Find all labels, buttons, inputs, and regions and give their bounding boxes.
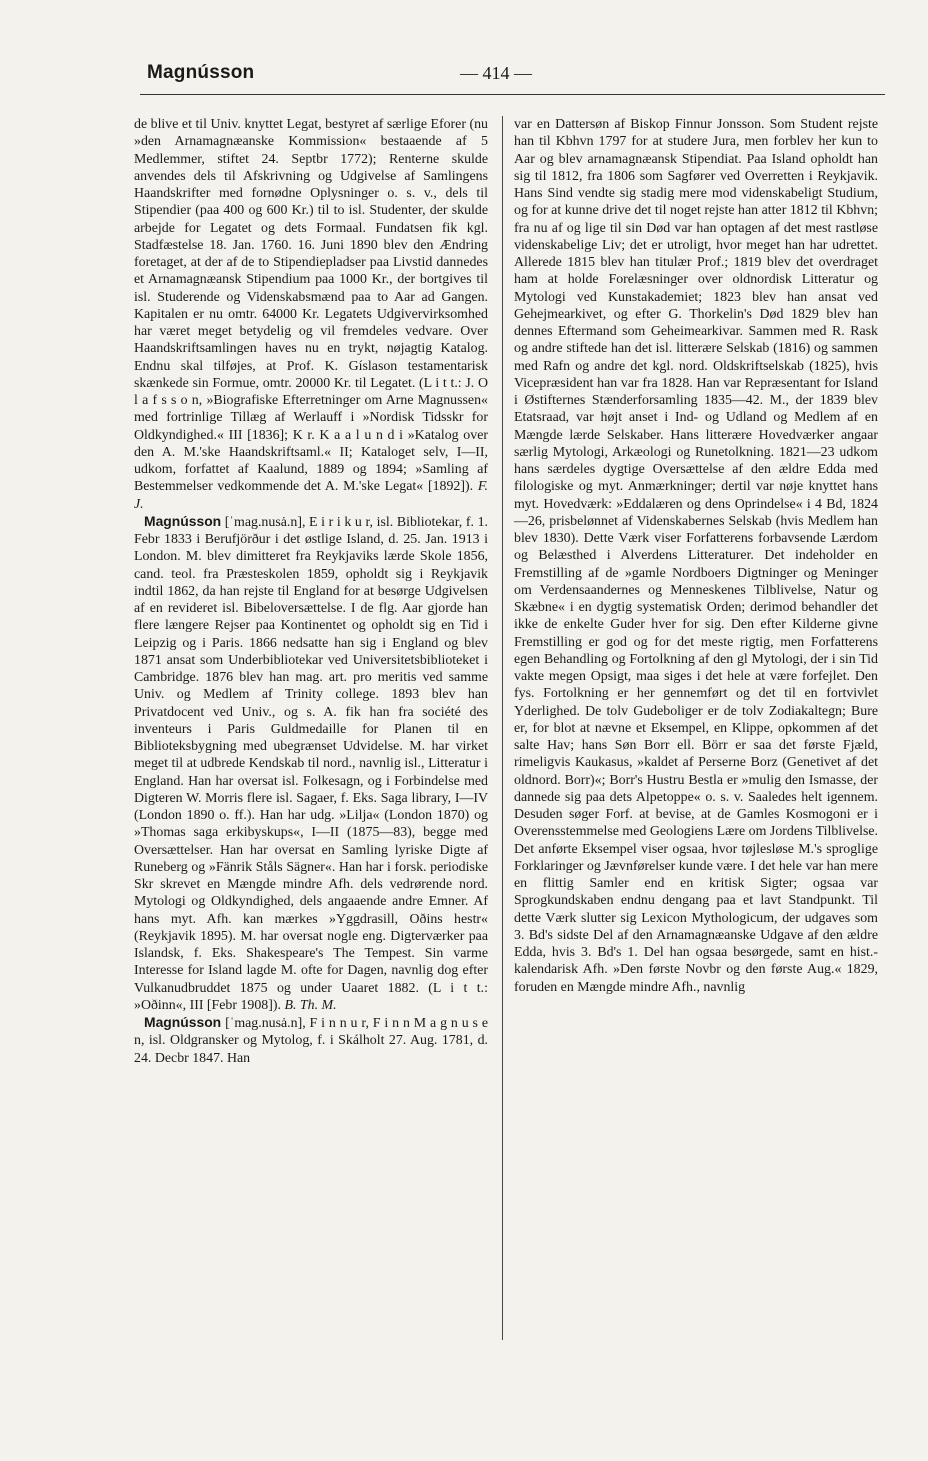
continuation-signature: F. J. bbox=[134, 479, 488, 512]
header-rule bbox=[140, 94, 885, 95]
entry-finnur-magnusson bbox=[134, 1014, 488, 1067]
running-headword: Magnússon bbox=[147, 62, 255, 83]
continuation-text: de blive et til Univ. knyttet Legat, bestyret af særlige Eforer (nu »den Arnamagnæanske Kommission« bestaaende af 5 Medlemmer, stiftet 24. Septbr 1772); Renterne skulde anvendes dels til Afskrivning og Udgivelse af Samlingens Haandskrifter med fornødne Oplysninger o. s. v., dels til Stipendier (paa 400 og 600 Kr.) til to isl. Studenter, der skulde arbejde for Legatet og dets Formaal. Fundatsen fik kgl. Stadfæstelse 18. Jan. 1760. 16. Juni 1890 blev den Ændring foretaget, at der af de to Stipendiepladser paa Livstid dannedes et Arnamagnæansk Stipendium paa 1000 Kr., der bortgives til isl. Studerende og Videnskabsmænd paa to Aar ad Gangen. Kapitalen er nu omtr. 64000 Kr. Legatets Udgivervirksomhed har været meget betydelig og vil fremdeles vedvare. Over Haandskriftsamlingen haves nu en trykt, nøjagtig Katalog. Endnu skal tilføjes, at Prof. K. Gíslason testamentarisk skænkede sin Formue, omtr. 20000 Kr. til Legatet. (L i t t.: J. O l a f s s o n, »Biografiske Efterretninger om Arne Magnussen« med fortrinlige Tillæg af Werlauff i »Nordisk Tidsskr for Oldkyndighed.« III [1836]; K r. K a a l u n d i »Katalog over den A. M.'ske Haandskriftsaml.« II; Kataloget selv, I—II, udkom, forfattet af Kaalund, 1889 og 1894; »Samling af Bestemmelser vedkommende det A. M.'ske Legat« [1892]). bbox=[134, 117, 488, 495]
entry-body: [ˈmag.nusȧ.n], E i r i k u r, isl. Bibliotekar, f. 1. Febr 1833 i Berufjörður i det østlige Island, d. 25. Jan. 1913 i London. M. blev dimitteret fra Reykjaviks lærde Skole 1856, cand. teol. fra Præsteskolen 1859, opholdt sig i Reykjavik indtil 1862, da han rejste til England for at besørge Udgivelsen af en revideret isl. Bibeloversættelse. I de flg. Aar gjorde han flere længere Rejser paa Kontinentet og opholdt sig en Tid i Leipzig og i Paris. 1866 nedsatte han sig i England og blev 1871 ansat som Underbibliotekar ved Universitetsbiblioteket i Cambridge. 1876 blev han mag. art. pro meritis ved samme Univ. og Medlem af Trinity college. 1893 blev han Privatdocent ved Univ., og s. A. fik han fra société des inventeurs i Paris Guldmedaille for Planen til en Biblioteksbygning med ubegrænset Udvidelse. M. har virket meget til at udbrede Kendskab til nord., navnlig isl., Litteratur i England. Han har oversat isl. Folkesagn, og i Forbindelse med Digteren W. Morris flere isl. Sagaer, f. Eks. Saga library, I—IV (London 1890 o. ff.). Han har udg. »Lilja« (London 1870) og »Thomas saga erkibyskups«, I—II (1875—83), begge med Oversættelser. Han har oversat en Samling lyriske Digte af Runeberg og »Fänrik Ståls Sägner«. Han har i forsk. periodiske Skr skrevet en Mængde mindre Afh. dels vedrørende nord. Mytologi og Oldkyndighed, dels angaaende andre Emner. Af hans myt. Afh. kan mærkes »Yggdrasill, Oðins hestr« (Reykjavik 1895). M. har oversat nogle eng. Digterværker paa Islandsk, f. Eks. Shakespeare's The Tempest. Sin varme Interesse for Island lagde M. ofte for Dagen, navnlig dog efter Vulkanudbruddet 1875 og under Uaaret 1882. (L i t t.: »Oðinn«, III [Febr 1908]). bbox=[134, 514, 488, 1013]
left-column bbox=[134, 116, 488, 1067]
entry-headword: Magnússon bbox=[144, 1014, 222, 1030]
page-number: — 414 — bbox=[460, 63, 532, 83]
entry-eirikur-magnusson bbox=[134, 513, 488, 1014]
entry-body: [ˈmag.nusȧ.n], F i n n u r, F i n n M a g n u s e n, isl. Oldgransker og Mytolog, f. i Skálholt 27. Aug. 1781, d. 24. Decbr 1847. Han bbox=[134, 1016, 488, 1066]
column-divider bbox=[502, 116, 503, 1340]
entry-signature: B. Th. M. bbox=[284, 997, 337, 1013]
running-header bbox=[140, 62, 885, 90]
entry-continuation bbox=[134, 116, 488, 513]
entry-headword: Magnússon bbox=[144, 512, 222, 529]
entry-finnur-continuation: var en Dattersøn af Biskop Finnur Jonsson. Som Student rejste han til Kbhvn 1797 for at studere Jura, men forblev her kun to Aar og blev arnamagnæansk Stipendiat. Paa Island opholdt han sig til 1812, fra 1806 som Sagfører ved Overretten i Reykjavik. Hans Sind vendte sig stadig mere mod videnskabeligt Studium, og for at kunne drive det til noget rejste han atter 1812 til Kbhvn; fra nu af og lige til sin Død var han optagen af det mest rastløse videnskabelige Liv; det er utroligt, hvor meget han har udrettet. Allerede 1815 blev han titulær Prof.; 1819 blev det overdraget ham at holde Forelæsninger over oldnordisk Litteratur og Mytologi ved Kunstakademiet; 1823 blev han ansat ved Gehejmearkivet, og efter G. Thorkelin's Død 1829 blev han dennes Eftermand som Geheimearkivar. Sammen med R. Rask og andre stiftede han det isl. litterære Selskab (1816) og sammen med Rafn og andre det kgl. nord. Oldskriftselskab (1825), hvis Vicepræsident han var fra 1828. Han var Repræsentant for Island i Østifternes Stænderforsamling 1835—42. M., der 1839 blev Etatsraad, var højt anset i Ind- og Udland og Medlem af en Mængde lærde Selskaber. Hans litterære Hovedværker angaar særlig Mytologi, Arkæologi og Runetolkning. 1821—23 udkom hans særdeles dygtige Oversættelse af den ældre Edda med filologiske og myt. Anmærkninger; dertil var nøje knyttet hans myt. Hovedværk: »Eddalæren og dens Oprindelse« i 4 Bd, 1824—26, prisbelønnet af Videnskabernes Selskab (hvis Medlem han blev 1830). Dette Værk viser Forfatterens forbavsende Lærdom og Belæsthed i Alverdens Litteraturer. Det indeholder en Fremstilling af de »gamle Nordboers Digtninger og Meninger om Verdensaandernes og Menneskenes Tilblivelse, Natur og Skæbne« i en dygtig systematisk Orden; derimod behandler det ikke de enkelte Guder hver for sig. Den efter Kilderne givne Fremstilling er god og for det meste rigtig, men Forfatterens egen Behandling og Fortolkning af den gl Mytologi, der i sin Tid vakte megen Opsigt, maa siges i det hele at være forfejlet. Den fys. Fortolkning er her gennemført og det til en fortvivlet Yderlighed. De tolv Gudeboliger er de tolv Zodiakaltegn; Bure er, for blot at nævne et Eksempel, en Klippe, opkommen af det salte Hav; hans Søn Borr ell. Börr er saa det første Fjæld, rimeligvis Kaukasus, »kaldet af Perserne Borz (Genetivet af det oldnord. Borr)«; Borr's Hustru Bestla er »mulig den Ismasse, der dannede sig paa dets Alpetoppe« o. s. v. Saaledes helt igennem. Desuden søger Forf. at bevise, at de Gamles Kosmogoni er i Overensstemmelse med Geologiens Lære om Jordens Tilblivelse. Det anførte Eksempel viser ogsaa, hvor tøjlesløse M.'s sproglige Forklaringer og Jævnførelser kunde være. I det hele var han mere en flittig Samler end en kritisk Sigter; ogsaa var Sprogkundskaben endnu dengang paa et lavt Standpunkt. Til dette Værk slutter sig Lexicon Mythologicum, der udgaves som 3. Bd's sidste Del af den Arnamagnæanske Udgave af den ældre Edda, hvis 3. Bd's 1. Del han ogsaa besørgede, samt en hist.-kalendarisk Afh. »Den første Novbr og den første Aug.« 1829, foruden en Mængde mindre Afh., navnlig bbox=[514, 117, 878, 995]
right-column bbox=[514, 116, 878, 996]
